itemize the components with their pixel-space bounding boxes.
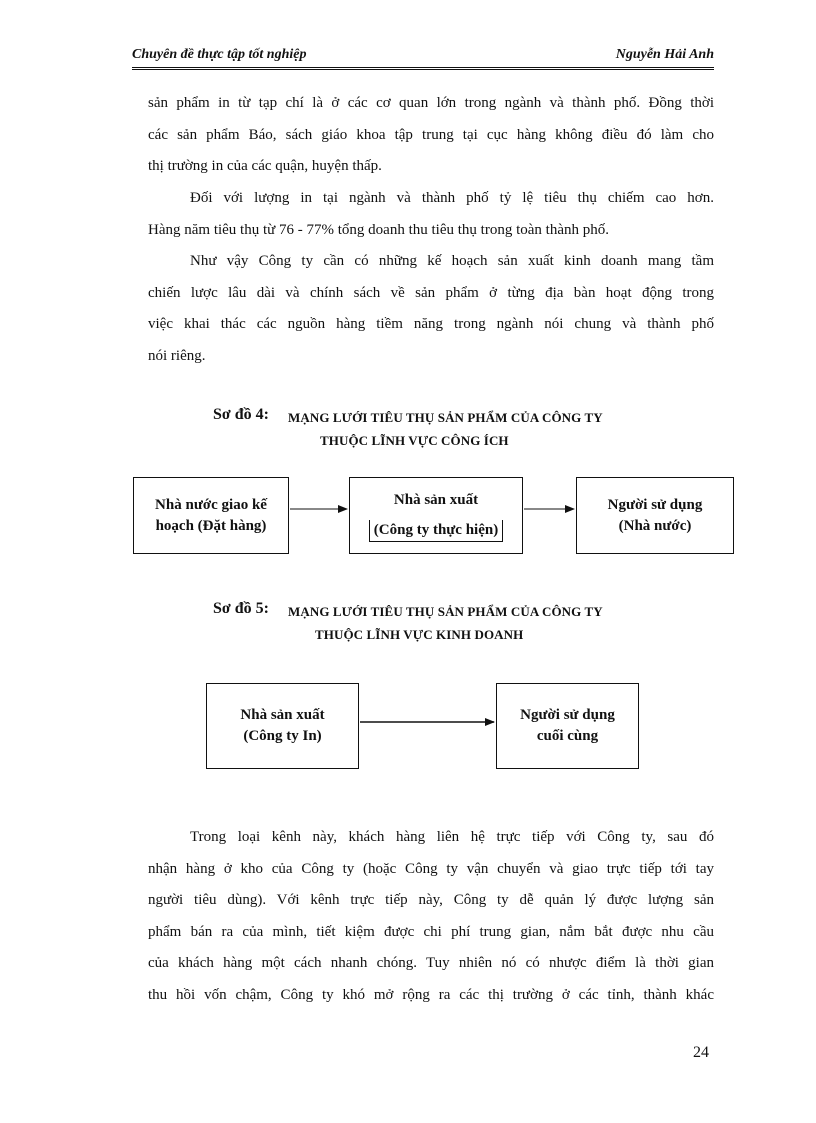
box-line: (Công ty thực hiện) <box>369 520 503 542</box>
box-line: cuối cùng <box>536 728 599 744</box>
text-line: phẩm bán ra của mình, tiết kiệm được chi phí trung gian, nắm bắt được nhu cầu <box>148 923 714 940</box>
text-line: người tiêu dùng). Với kênh trực tiếp này, Công ty dễ quản lý được lượng sản <box>148 892 714 908</box>
text-line: chiến lược lâu dài và chính sách về sản phẩm ở từng địa bàn hoạt động trong <box>148 284 714 301</box>
diagram5-subtitle: THUỘC LĨNH VỰC KINH DOANH <box>315 627 524 642</box>
box-line: Nhà sản xuất <box>240 707 325 723</box>
diagram4-label: Sơ đồ 4: <box>213 406 269 423</box>
box-line: Nhà sản xuất <box>393 491 479 508</box>
header-title: Chuyên đề thực tập tốt nghiệp <box>132 47 307 62</box>
text-line: sản phẩm in từ tạp chí là ở các cơ quan lớn trong ngành và thành phố. Đồng thời <box>148 95 714 111</box>
diagram5-title: MẠNG LƯỚI TIÊU THỤ SẢN PHẨM CỦA CÔNG TY <box>288 604 603 619</box>
text-line: thị trường in của các quận, huyện thấp. <box>148 158 382 174</box>
text-line: Như vậy Công ty cần có những kế hoạch sản xuất kinh doanh mang tầm <box>190 253 714 269</box>
box-line: (Công ty In) <box>243 728 322 744</box>
box-line: hoạch (Đặt hàng) <box>155 517 267 534</box>
text-line: nói riêng. <box>148 347 206 364</box>
text-line: Hàng năm tiêu thụ từ 76 - 77% tổng doanh thu tiêu thụ trong toàn thành phố. <box>148 221 609 238</box>
box-line: Người sử dụng <box>520 707 615 723</box>
text-line: thu hồi vốn chậm, Công ty khó mở rộng ra các thị trường ở các tỉnh, thành khác <box>148 986 714 1003</box>
text-line: việc khai thác các nguồn hàng tiềm năng trong ngành nói chung và thành phố <box>148 316 714 332</box>
text-line: các sản phẩm Báo, sách giáo khoa tập trung tại cục hàng không điều đó làm cho <box>148 126 714 143</box>
diagram5-label: Sơ đồ 5: <box>213 600 269 617</box>
box-line: Người sử dụng <box>607 496 703 513</box>
diagram4-subtitle: THUỘC LĨNH VỰC CÔNG ÍCH <box>320 433 509 448</box>
box-line: Nhà nước giao kế <box>155 496 267 513</box>
text-line: Trong loại kênh này, khách hàng liên hệ trực tiếp với Công ty, sau đó <box>190 829 714 845</box>
text-line: Đối với lượng in tại ngành và thành phố tỷ lệ tiêu thụ chiếm cao hơn. <box>190 190 714 206</box>
diagram4-title: MẠNG LƯỚI TIÊU THỤ SẢN PHẨM CỦA CÔNG TY <box>288 410 603 425</box>
box-line: (Nhà nước) <box>618 517 692 534</box>
text-line: của khách hàng một cách nhanh chóng. Tuy nhiên nó có nhược điểm là thời gian <box>148 955 714 971</box>
page-number: 24 <box>693 1044 709 1061</box>
paragraph-4 <box>148 822 714 1011</box>
header-author: Nguyễn Hải Anh <box>615 47 714 62</box>
text-line: nhận hàng ở kho của Công ty (hoặc Công ty vận chuyển và giao trực tiếp tới tay <box>148 860 714 877</box>
